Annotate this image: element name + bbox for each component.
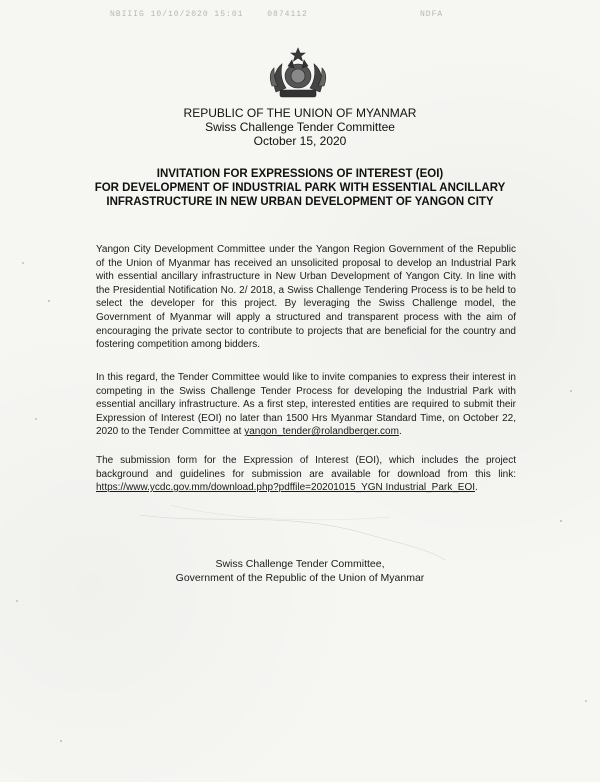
document-title — [60, 167, 540, 209]
scan-speck — [560, 520, 562, 522]
signature-line-1: Swiss Challenge Tender Committee, — [215, 558, 385, 570]
download-link[interactable]: https://www.ycdc.gov.mm/download.php?pdffile=20201015_YGN Industrial_Park_EOI — [96, 482, 476, 494]
title-line-1: INVITATION FOR EXPRESSIONS OF INTEREST (EOI) — [156, 168, 444, 180]
scan-speck — [570, 390, 572, 392]
fax-header-timestamp: NBIIIG 10/10/2020 15:01 — [110, 10, 244, 19]
state-emblem-icon — [266, 46, 330, 100]
scan-artifact — [130, 505, 450, 565]
paragraph-2-text: In this regard, the Tender Committee would like to invite companies to express their interest in competing in the Swiss Challenge Tender Process for developing the Industrial Park with essential ancillary infrastructure. As a first step, interested entities are required to submit their Expression of Interest (EOI) no later than 1500 Hrs Myanmar Standard Time, on October 22, 2020 to the Tender Committee at — [96, 372, 516, 438]
paragraph-3-end: . — [475, 482, 478, 494]
paragraph-2-end: . — [398, 426, 402, 438]
document-date: October 15, 2020 — [253, 134, 347, 148]
title-line-2: FOR DEVELOPMENT OF INDUSTRIAL PARK WITH ESSENTIAL ANCILLARY — [94, 182, 506, 194]
country-name: REPUBLIC OF THE UNION OF MYANMAR — [183, 106, 417, 120]
fax-header-number: 0874112 — [267, 10, 308, 19]
fax-transmission-header — [110, 10, 470, 19]
scan-speck — [35, 418, 37, 420]
document-header — [0, 106, 600, 148]
fax-header-code: NDFA — [420, 10, 444, 19]
title-line-3: INFRASTRUCTURE IN NEW URBAN DEVELOPMENT OF YANGON CITY — [106, 196, 494, 208]
signature-line-2: Government of the Republic of the Union of Myanmar — [175, 571, 425, 584]
paragraph-3-text: The submission form for the Expression of Interest (EOI), which includes the project background and guidelines for submission are available for download from this link: — [96, 455, 516, 480]
scan-speck — [22, 262, 24, 264]
contact-email-link[interactable]: yangon_tender@rolandberger.com — [244, 426, 399, 438]
scan-speck — [16, 600, 18, 602]
signature-block — [0, 558, 600, 585]
body-paragraph-2 — [96, 371, 516, 439]
body-paragraph-3 — [96, 454, 516, 495]
scan-speck — [48, 300, 50, 302]
committee-name: Swiss Challenge Tender Committee — [205, 120, 395, 134]
body-paragraph-1: Yangon City Development Committee under the Yangon Region Government of the Republic of the Union of Myanmar has received an unsolicited proposal to develop an Industrial Park with essential ancillary infrastructure in New Urban Development of Yangon City. In line with the Presidential Notification No. 2/ 2018, a Swiss Challenge Tendering Process is to be held to select the developer for this project. By leveraging the Swiss Challenge model, the Government of Myanmar will apply a structured and transparent process with the aim of encouraging the private sector to contribute to projects that are beneficial for the country and fostering competition among bidders. — [96, 244, 516, 351]
scan-speck — [60, 740, 62, 742]
scan-speck — [585, 700, 587, 702]
